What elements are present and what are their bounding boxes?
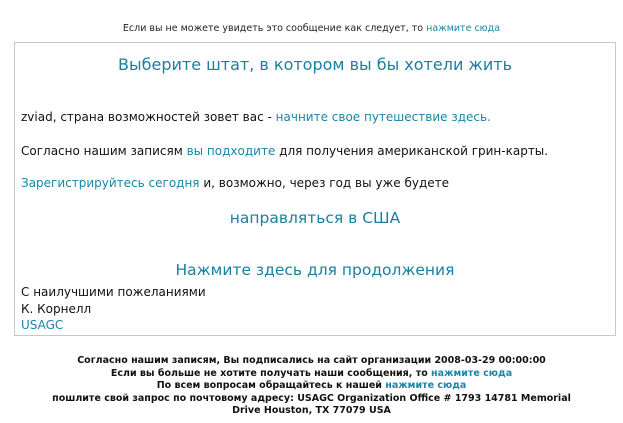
journey-link[interactable]: начните свое путешествие здесь.: [275, 110, 491, 124]
signoff-text: С наилучшими пожеланиями: [21, 285, 206, 299]
footer-contact-line: [0, 380, 623, 393]
continue-link[interactable]: Нажмите здесь для продолжения: [175, 261, 455, 279]
signer-name: К. Корнелл: [21, 302, 92, 316]
register-link[interactable]: Зарегистрируйтесь сегодня: [21, 176, 200, 190]
unsubscribe-link[interactable]: нажмите сюда: [431, 367, 513, 379]
org-link[interactable]: USAGC: [21, 318, 64, 332]
top-notice-text: Если вы не можете увидеть это сообщение как следует, то: [122, 23, 427, 34]
top-notice: [0, 23, 623, 34]
top-notice-link[interactable]: нажмите сюда: [426, 23, 501, 34]
journey-text: zviad, страна возможностей зовет вас -: [21, 110, 276, 124]
contact-link[interactable]: нажмите сюда: [385, 380, 467, 391]
footer-unsubscribe-text: Если вы больше не хотите получать наши сообщения, то: [110, 367, 432, 379]
footer-unsubscribe-line: [0, 368, 623, 381]
footer-address-line: пошлите свой запрос по почтовому адресу: USAGC Organization Office # 1793 14781 Memorial: [52, 392, 571, 404]
eligibility-link[interactable]: вы подходите: [186, 144, 276, 158]
eligibility-suffix: для получения американской грин-карты.: [275, 144, 549, 158]
email-heading: Выберите штат, в котором вы бы хотели жить: [118, 55, 512, 74]
footer: [0, 355, 623, 418]
footer-address-line-2: Drive Houston, TX 77079 USA: [232, 405, 391, 416]
journey-line: [21, 110, 491, 124]
register-suffix: и, возможно, через год вы уже будете: [199, 176, 450, 190]
eligibility-prefix: Согласно нашим записям: [21, 144, 187, 158]
eligibility-line: [21, 144, 548, 158]
footer-subscription-line: Согласно нашим записям, Вы подписались на сайт организации 2008-03-29 00:00:00: [77, 355, 546, 366]
email-body: [14, 42, 616, 336]
footer-contact-text: По всем вопросам обращайтесь к нашей: [156, 380, 386, 391]
register-line: [21, 176, 449, 190]
usa-heading: направляться в США: [229, 209, 401, 227]
